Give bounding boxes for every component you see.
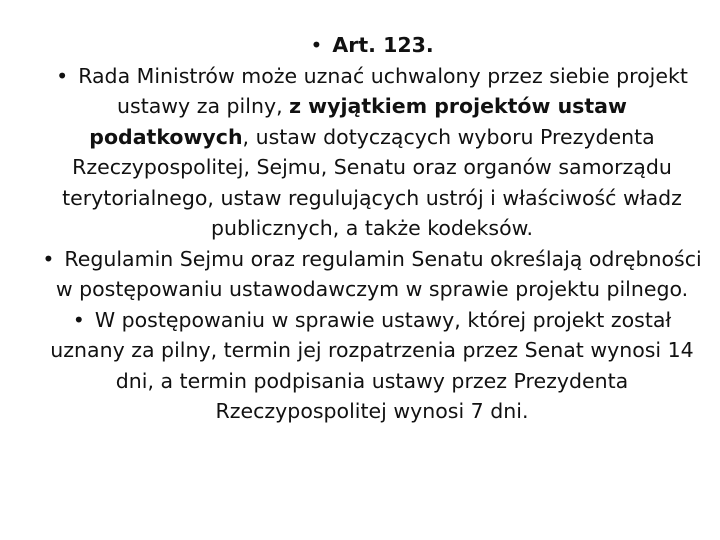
paragraph-1-bold-text: z wyjątkiem projektów ustaw podatkowych	[89, 94, 627, 149]
paragraph-2	[40, 244, 704, 305]
paragraph-3	[40, 305, 704, 427]
bullet-icon: •	[310, 33, 323, 57]
article-heading	[40, 30, 704, 61]
paragraph-1-text-end: , ustaw dotyczących wyboru Prezydenta Rzeczypospolitej, Sejmu, Senatu oraz organów samorządu terytorialnego, ustaw regulujących ustrój i właściwość władz publicznych, a także kodeksów.	[62, 124, 682, 240]
slide-content	[40, 30, 704, 427]
bullet-icon: •	[42, 246, 55, 271]
bullet-icon: •	[72, 307, 85, 332]
paragraph-1-text-start: Rada Ministrów może uznać uchwalony przez siebie projekt ustawy za pilny,	[78, 63, 688, 118]
heading-text: Art. 123.	[332, 33, 434, 57]
paragraph-1	[40, 61, 704, 244]
bullet-icon: •	[56, 63, 69, 88]
paragraph-2-text: Regulamin Sejmu oraz regulamin Senatu określają odrębności w postępowaniu ustawodawczym w sprawie projektu pilnego.	[55, 246, 702, 301]
paragraph-3-text: W postępowaniu w sprawie ustawy, której projekt został uznany za pilny, termin jej rozpatrzenia przez Senat wynosi 14 dni, a termin podpisania ustawy przez Prezydenta Rzeczypospolitej wynosi 7 dni.	[50, 307, 694, 423]
